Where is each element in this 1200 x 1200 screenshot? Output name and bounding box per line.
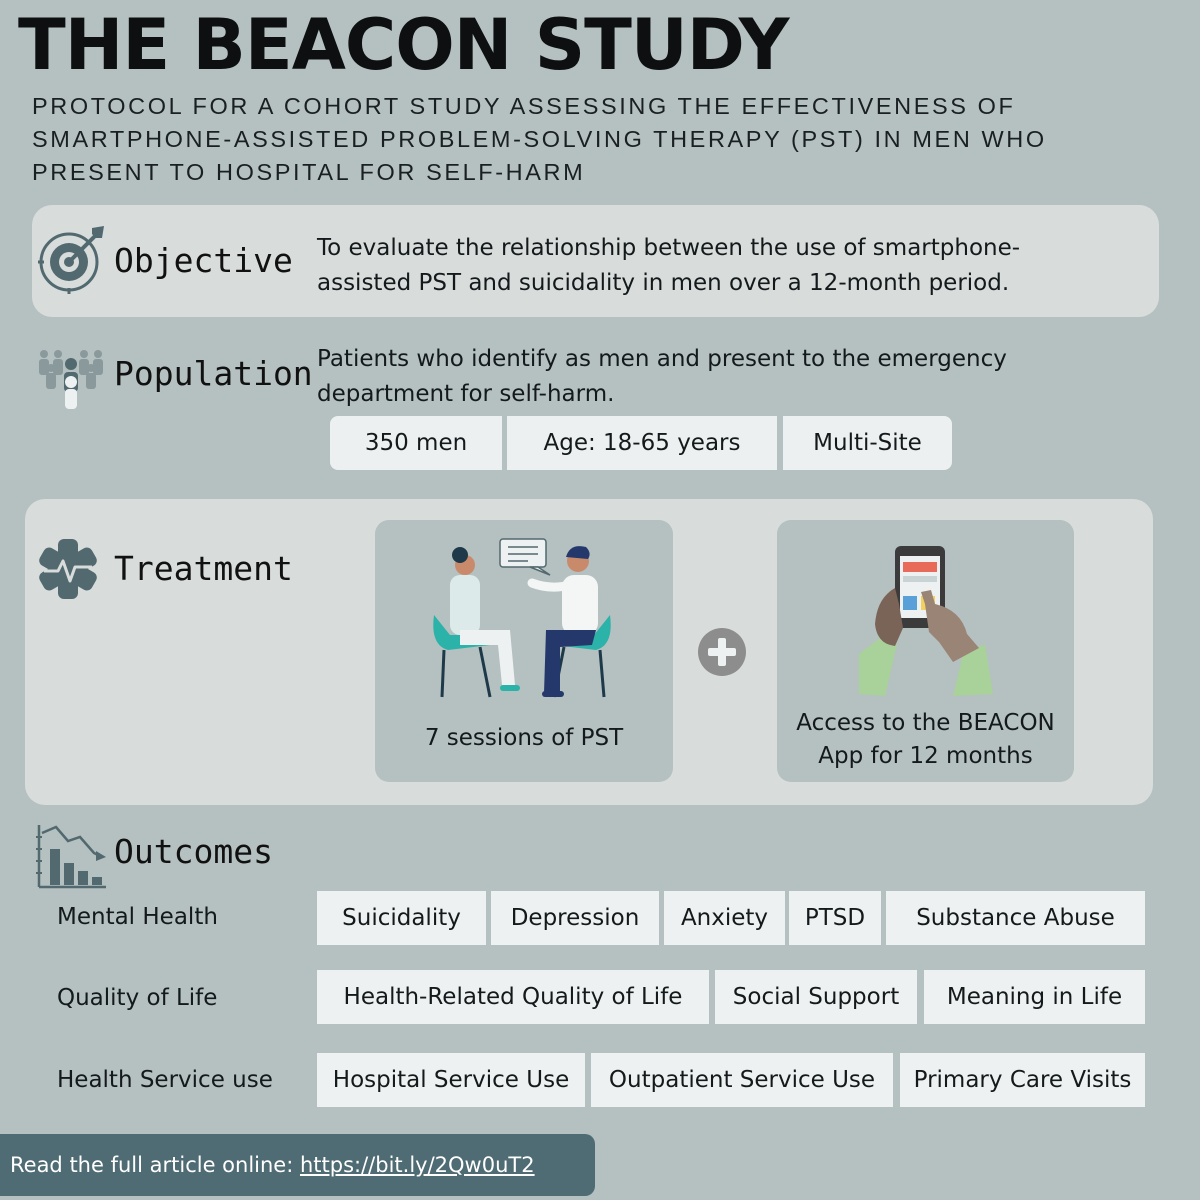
mental-health-items [317, 891, 1145, 945]
pill-depression: Depression [491, 891, 659, 945]
pill-primary-care-visits: Primary Care Visits [900, 1053, 1145, 1107]
pill-social-support: Social Support [715, 970, 917, 1024]
objective-label: Objective [114, 241, 293, 280]
pill-substance-abuse: Substance Abuse [886, 891, 1145, 945]
treatment-label: Treatment [114, 549, 293, 588]
chip-multi-site: Multi-Site [783, 416, 952, 470]
pill-anxiety: Anxiety [664, 891, 785, 945]
outcome-category-health-service-use: Health Service use [57, 1067, 273, 1093]
objective-text: To evaluate the relationship between the use of smartphone-assisted PST and suicidality in men over a 12-month period. [317, 235, 1021, 296]
pill-meaning-in-life: Meaning in Life [924, 970, 1145, 1024]
pill-health-related-quality-of-life: Health-Related Quality of Life [317, 970, 709, 1024]
population-chips [330, 416, 952, 470]
page-title: THE BEACON STUDY [18, 4, 789, 86]
chip-age-range: Age: 18-65 years [507, 416, 777, 470]
footer-banner [0, 1134, 595, 1196]
pst-caption: 7 sessions of PST [424, 725, 624, 751]
pill-ptsd: PTSD [789, 891, 881, 945]
plus-icon [697, 627, 747, 677]
outcome-category-mental-health: Mental Health [57, 904, 218, 930]
article-link[interactable]: https://bit.ly/2Qw0uT2 [299, 1153, 535, 1177]
page-subtitle: PROTOCOL FOR A COHORT STUDY ASSESSING THE EFFECTIVENESS OF SMARTPHONE-ASSISTED PROBLEM-SOLVING THERAPY (PST) IN MEN WHO PRESENT TO HOSPITAL FOR SELF-HARM [32, 93, 1047, 185]
quality-of-life-items [317, 970, 1145, 1024]
people-icon [36, 348, 106, 410]
pill-outpatient-service-use: Outpatient Service Use [591, 1053, 893, 1107]
therapy-session-illustration [420, 535, 630, 705]
bar-chart-icon [36, 823, 108, 889]
target-icon [36, 224, 106, 294]
smartphone-app-illustration [855, 544, 995, 696]
outcomes-label: Outcomes [114, 832, 273, 871]
population-text: Patients who identify as men and present to the emergency department for self-harm. [317, 346, 1007, 407]
app-caption: Access to the BEACON App for 12 months [796, 710, 1055, 769]
medical-star-icon [38, 539, 98, 599]
outcome-category-quality-of-life: Quality of Life [57, 985, 218, 1011]
population-label: Population [114, 354, 313, 393]
pill-hospital-service-use: Hospital Service Use [317, 1053, 585, 1107]
health-service-use-items [317, 1053, 1145, 1107]
chip-sample-size: 350 men [330, 416, 502, 470]
footer-prefix: Read the full article online: [10, 1153, 300, 1177]
pill-suicidality: Suicidality [317, 891, 486, 945]
